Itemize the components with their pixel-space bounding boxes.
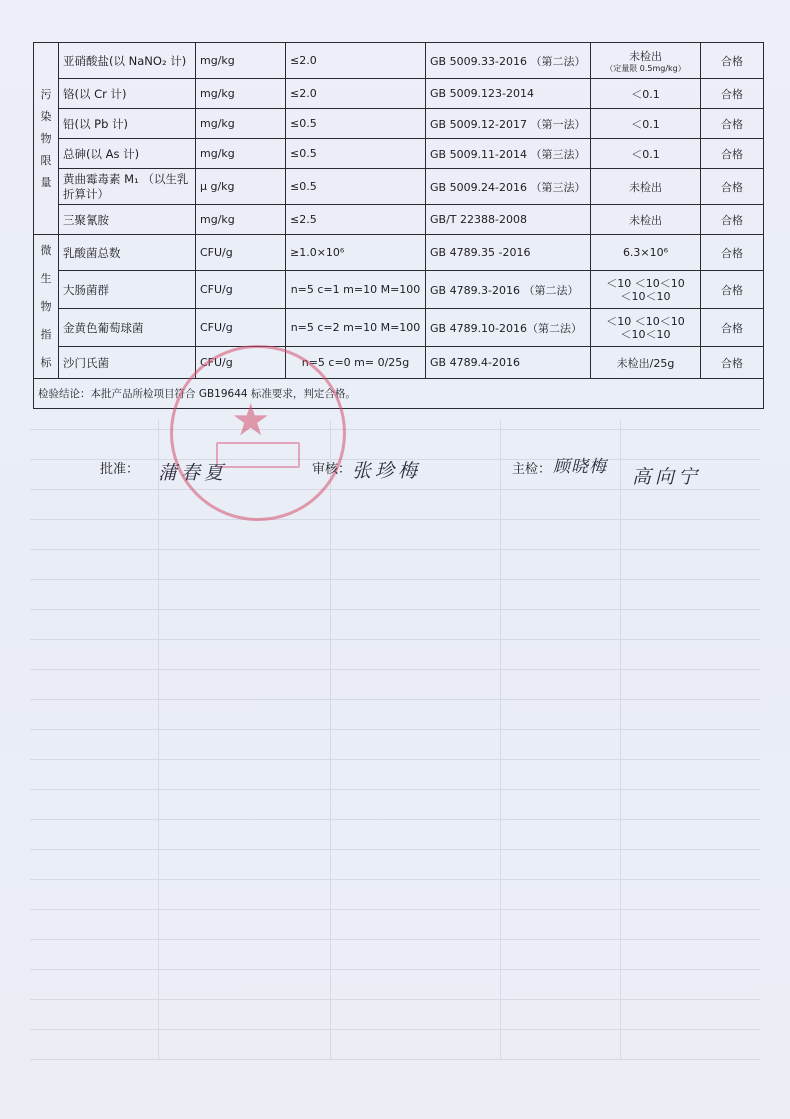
item-method: GB 5009.123-2014 — [426, 79, 591, 109]
item-unit: CFU/g — [196, 235, 286, 271]
item-method: GB 4789.4-2016 — [426, 347, 591, 379]
item-limit: ≤2.0 — [286, 43, 426, 79]
item-verdict: 合格 — [701, 271, 764, 309]
item-name: 乳酸菌总数 — [59, 235, 196, 271]
item-limit: ≥1.0×10⁶ — [286, 235, 426, 271]
item-method: GB 5009.12-2017 （第一法） — [426, 109, 591, 139]
item-method: GB 4789.35 -2016 — [426, 235, 591, 271]
item-limit: n=5 c=0 m= 0/25g — [286, 347, 426, 379]
review-label: 审核： — [312, 462, 352, 477]
approve-label: 批准： — [100, 462, 140, 477]
table-row — [34, 109, 764, 139]
item-verdict: 合格 — [701, 139, 764, 169]
item-name: 大肠菌群 — [59, 271, 196, 309]
item-unit: CFU/g — [196, 347, 286, 379]
item-method: GB 4789.3-2016 （第二法） — [426, 271, 591, 309]
item-result: 6.3×10⁶ — [591, 235, 701, 271]
detection-limit-note: （定量限 0.5mg/kg） — [605, 63, 686, 73]
item-verdict: 合格 — [701, 109, 764, 139]
item-limit: ≤0.5 — [286, 169, 426, 205]
item-unit: CFU/g — [196, 271, 286, 309]
item-result: ＜0.1 — [591, 139, 701, 169]
conclusion-row — [34, 379, 764, 409]
item-unit: mg/kg — [196, 139, 286, 169]
item-unit: mg/kg — [196, 43, 286, 79]
table-row — [34, 139, 764, 169]
item-result: 未检出 — [591, 169, 701, 205]
item-verdict: 合格 — [701, 43, 764, 79]
item-unit: μ g/kg — [196, 169, 286, 205]
item-result: ＜10 ＜10＜10 ＜10＜10 — [591, 271, 701, 309]
item-name: 铬(以 Cr 计) — [59, 79, 196, 109]
category-contaminants: 污 染 物 限 量 — [34, 43, 59, 235]
item-limit: n=5 c=2 m=10 M=100 — [286, 309, 426, 347]
item-method: GB 5009.33-2016 （第二法） — [426, 43, 591, 79]
conclusion-text: 检验结论：本批产品所检项目符合 GB19644 标准要求，判定合格。 — [34, 379, 764, 409]
item-method: GB 5009.11-2014 （第三法） — [426, 139, 591, 169]
item-result: ＜0.1 — [591, 109, 701, 139]
item-limit: n=5 c=1 m=10 M=100 — [286, 271, 426, 309]
item-verdict: 合格 — [701, 347, 764, 379]
item-name: 黄曲霉毒素 M₁ （以生乳折算计） — [59, 169, 196, 205]
item-limit: ≤0.5 — [286, 139, 426, 169]
item-method: GB/T 22388-2008 — [426, 205, 591, 235]
item-verdict: 合格 — [701, 309, 764, 347]
item-name: 亚硝酸盐(以 NaNO₂ 计) — [59, 43, 196, 79]
item-result: 未检出 （定量限 0.5mg/kg） — [591, 43, 701, 79]
item-name: 金黄色葡萄球菌 — [59, 309, 196, 347]
item-method: GB 5009.24-2016 （第三法） — [426, 169, 591, 205]
table-row — [34, 169, 764, 205]
item-limit: ≤2.5 — [286, 205, 426, 235]
table-row — [34, 235, 764, 271]
item-limit: ≤2.0 — [286, 79, 426, 109]
item-verdict: 合格 — [701, 235, 764, 271]
item-verdict: 合格 — [701, 205, 764, 235]
inspection-table — [33, 42, 764, 409]
signature-row — [0, 450, 790, 510]
seal-star-icon: ★ — [231, 395, 271, 446]
item-result: 未检出/25g — [591, 347, 701, 379]
item-method: GB 4789.10-2016（第二法） — [426, 309, 591, 347]
bleed-through-table — [30, 420, 760, 1060]
item-verdict: 合格 — [701, 169, 764, 205]
table-row — [34, 309, 764, 347]
table-row — [34, 347, 764, 379]
item-unit: mg/kg — [196, 205, 286, 235]
item-result: 未检出 — [591, 205, 701, 235]
review-signature: 张珍梅 — [352, 460, 422, 482]
category-microbial: 微 生 物 指 标 — [34, 235, 59, 379]
item-unit: mg/kg — [196, 79, 286, 109]
item-result: ＜0.1 — [591, 79, 701, 109]
item-name: 铅(以 Pb 计) — [59, 109, 196, 139]
table-row — [34, 205, 764, 235]
approve-signature: 蒲春夏 — [158, 462, 228, 484]
inspect-label: 主检： — [512, 462, 552, 477]
item-unit: mg/kg — [196, 109, 286, 139]
item-limit: ≤0.5 — [286, 109, 426, 139]
item-verdict: 合格 — [701, 79, 764, 109]
item-unit: CFU/g — [196, 309, 286, 347]
inspect-signature-1: 顾晓梅 — [553, 457, 607, 477]
inspect-signature-2: 高向宁 — [632, 466, 702, 488]
item-name: 沙门氏菌 — [59, 347, 196, 379]
item-name: 三聚氰胺 — [59, 205, 196, 235]
table-row — [34, 43, 764, 79]
item-result: ＜10 ＜10＜10 ＜10＜10 — [591, 309, 701, 347]
table-row — [34, 79, 764, 109]
table-row — [34, 271, 764, 309]
item-name: 总砷(以 As 计) — [59, 139, 196, 169]
